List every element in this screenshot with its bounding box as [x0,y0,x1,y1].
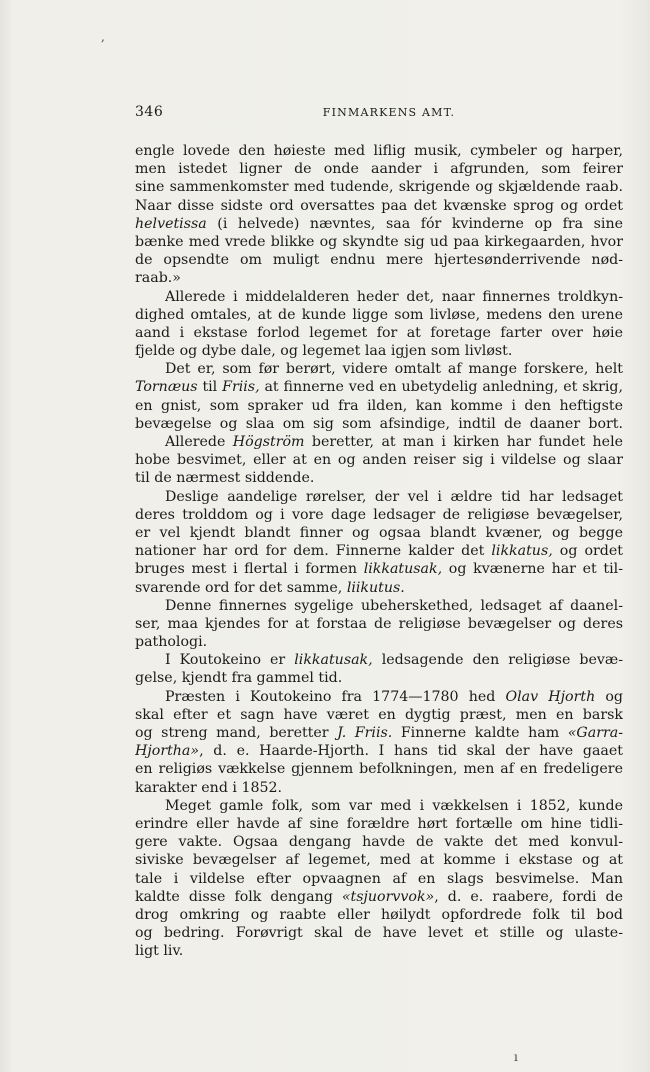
text-line [135,215,623,233]
text-run: til [197,379,223,396]
text-line [135,579,623,597]
text-line: bænke med vrede blikke og skyndte sig ud paa kirkegaarden, hvor [135,233,623,250]
text-line [135,542,623,560]
text-line: dighed omtales, at de kunde ligge som livløse, medens den urene [135,306,623,323]
text-line [135,724,623,742]
italic-term: helvetissa [135,215,207,232]
text-line: Naar disse sidste ord oversattes paa det kvænske sprog og ordet [135,197,623,214]
text-line: erindre eller havde af sine forældre hørt fortælle om hine tidli- [135,815,623,832]
italic-term: likkatus, [491,543,553,560]
italic-term: J. Friis. [337,725,393,741]
text-line: hobe besvimet, eller at en og anden reiser sig i vildelse og slaar [135,452,623,469]
running-head: FINMARKENS AMT. [322,106,456,119]
text-run: bruges mest i flertal i formen [135,561,364,578]
italic-term: Tornæus [135,379,198,396]
text-line: og bedring. Forøvrigt skal de have levet et stille og ulaste- [135,925,623,942]
text-run: og ordet [552,543,623,560]
italic-term: likkatusak, [363,561,443,578]
text-line: en gnist, som spraker ud fra ilden, kan komme i den heftigste [135,397,623,414]
text-line: siviske bevægelser af legemet, med at komme i ekstase og at [135,852,623,869]
text-line [135,742,623,760]
text-line: gelse, kjendt fra gammel tid. [135,670,343,687]
text-line: gere vakte. Ogsaa dengang havde de vakte det med konvul- [135,834,623,851]
text-line [135,560,623,578]
text-run: (i helvede) nævntes, saa fór kvinderne op fra sine [206,215,623,232]
text-line [135,651,623,669]
text-line: er vel kjendt blandt finner og ogsaa blandt kvæner, og begge [135,524,623,541]
italic-term: liikutus. [346,579,405,596]
stray-mark-top: , [101,30,105,44]
page-header [135,104,623,124]
text-line: ser, maa kjendes for at forstaa de religiøse bevægelser og deres [135,615,623,632]
text-run: og [595,688,623,705]
text-run: ledsagende den religiøse bevæ- [372,652,623,669]
text-line: de opsendte om muligt endnu mere hjertesønderrivende nød- [135,252,623,269]
text-line [135,688,623,706]
text-run: Præsten i Koutokeino fra 1774—1780 hed [165,688,506,705]
text-line: til de nærmest siddende. [135,470,315,487]
text-run: beretter, at man i kirken har fundet hele [304,434,623,450]
page-number: 346 [135,104,164,120]
text-run: at finnerne ved en ubetydelig anledning, et skrig, [259,379,623,396]
text-run: Allerede [165,434,233,450]
text-line: bevægelse og slaa om sig som afsindige, indtil de daaner bort. [135,415,623,432]
text-run: og streng mand, beretter [135,725,338,741]
text-run: nationer har ord for dem. Finnerne kalder det [135,543,492,560]
italic-term: «tsjuorvvok» [341,888,435,905]
text-line: tale i vildelse efter opvaagnen af en slags besvimelse. Man [135,870,623,887]
text-line: sine sammenkomster med tudende, skrigende og skjældende raab. [135,179,623,196]
text-line: aand i ekstase forlod legemet for at foretage farter over høie [135,324,623,341]
text-run: , d. e. Haarde-Hjorth. I hans tid skal der have gaaet [199,743,623,760]
text-line [135,888,623,906]
text-run: , d. e. raabere, fordi de [434,888,623,905]
text-run: og kvænerne har et til- [442,561,623,578]
text-line: Denne finnernes sygelige ubeherskethed, ledsaget af daanel- [165,597,623,614]
text-line: fjelde og dybe dale, og legemet laa igjen som livløst. [135,343,513,360]
text-line: pathologi. [135,634,208,651]
stray-mark-bottom: ı [514,1050,518,1064]
body-text [135,142,623,960]
text-run: svarende ord for det samme, [135,579,347,596]
italic-term: Olav Hjorth [505,688,596,705]
text-run: Finnerne kaldte ham [392,725,568,741]
italic-term: Friis, [222,379,260,396]
text-line: men istedet ligner de onde aander i afgrunden, som feirer [135,161,623,178]
italic-term: «Garra- [567,725,623,741]
italic-term: Högström [232,434,305,450]
text-line: skal efter et sagn have været en dygtig præst, men en barsk [135,706,623,723]
text-line: raab.» [135,270,181,287]
text-line: Meget gamle folk, som var med i vækkelsen i 1852, kunde [165,797,623,814]
text-line: karakter end i 1852. [135,779,283,796]
text-run: I Koutokeino er [165,652,295,669]
text-line [135,433,623,451]
text-line: deres trolddom og i vore dage ledsager de religiøse bevægelser, [135,506,623,523]
text-line: ligt liv. [135,943,184,960]
italic-term: likkatusak, [294,652,373,669]
text-run: kaldte disse folk dengang [135,888,342,905]
italic-term: Hjortha» [135,743,200,760]
text-line: en religiøs vækkelse gjennem befolkningen, men af en fredeligere [135,761,623,778]
text-line: Deslige aandelige rørelser, der vel i ældre tid har ledsaget [165,488,623,505]
text-line: engle lovede den høieste med liflig musik, cymbeler og harper, [135,143,623,159]
text-line: Det er, som før berørt, videre omtalt af mange forskere, helt [165,361,623,378]
text-line [135,378,623,396]
text-line: Allerede i middelalderen heder det, naar finnernes troldkyn- [165,288,623,305]
text-line: drog omkring og raabte eller høilydt opfordrede folk til bod [135,906,623,923]
